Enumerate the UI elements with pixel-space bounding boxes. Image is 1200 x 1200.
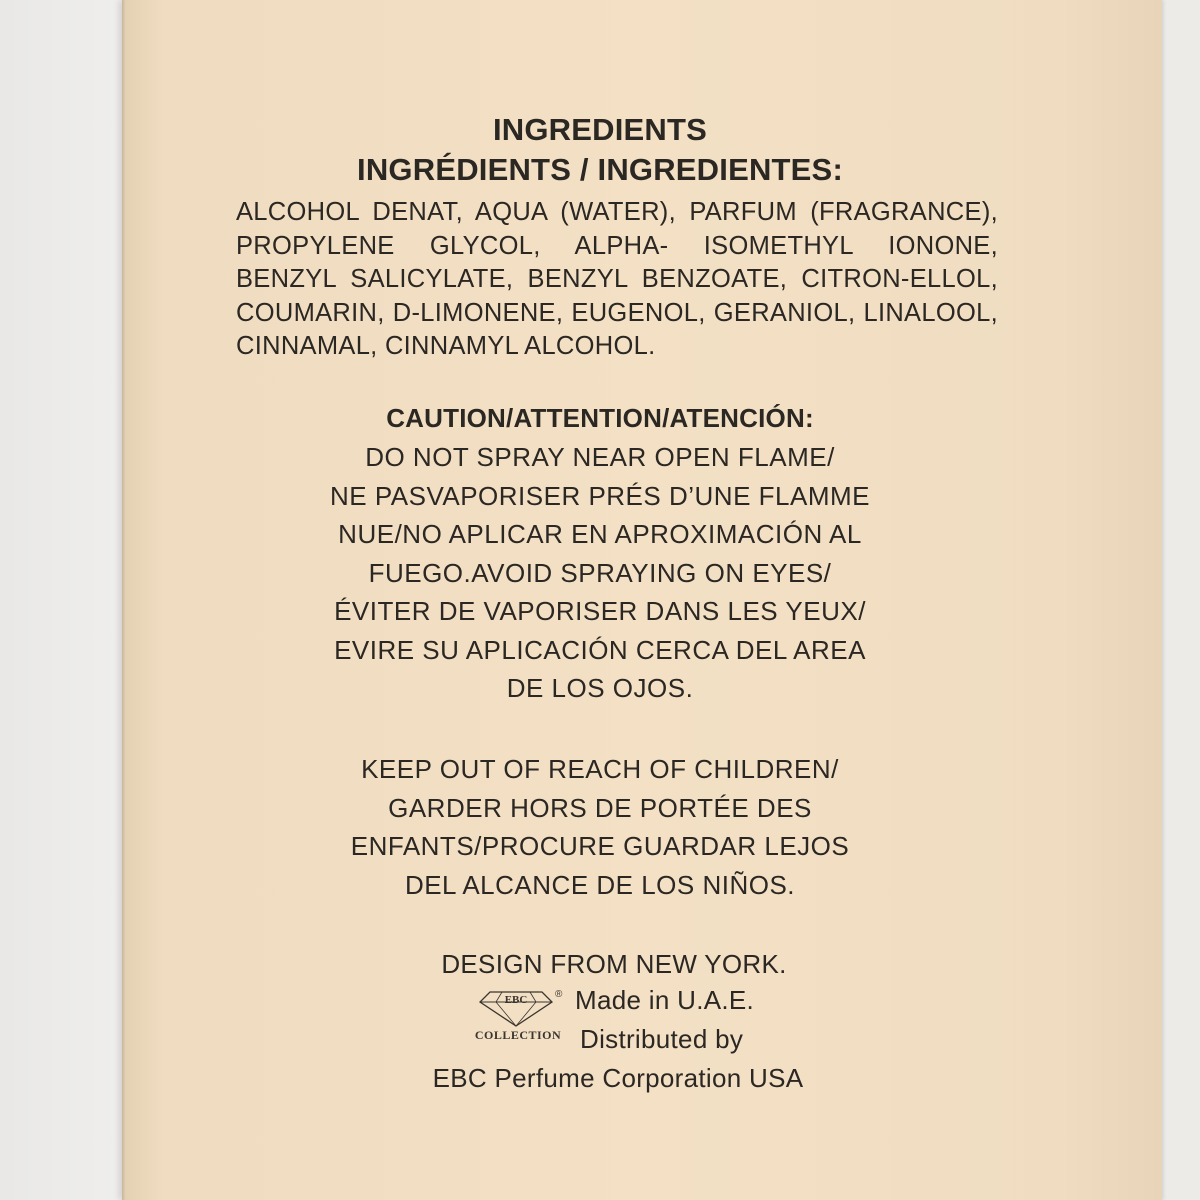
caution-text: [0, 438, 1200, 708]
children-line: DEL ALCANCE DE LOS NIÑOS.: [404, 869, 796, 900]
ingredients-heading-multilingual: INGRÉDIENTS / INGREDIENTES:: [357, 152, 843, 187]
diamond-logo-icon: [468, 988, 568, 1028]
design-origin: DESIGN FROM NEW YORK.: [441, 949, 787, 979]
caution-line: DE LOS OJOS.: [506, 673, 694, 703]
distributed-by-text: Distributed by: [580, 1024, 744, 1054]
ingredients-heading: INGREDIENTS: [492, 112, 708, 147]
caution-heading: CAUTION/ATTENTION/ATENCIÓN:: [386, 403, 814, 433]
brand-logo: [468, 988, 568, 1054]
ingredients-list: [236, 196, 998, 364]
logo-subtitle: COLLECTION: [474, 1028, 562, 1042]
ingredient-line: CINNAMAL, CINNAMYL ALCOHOL.: [236, 332, 656, 360]
ingredient-line: PROPYLENE GLYCOL, ALPHA- ISOMETHYL IONONE,: [236, 231, 998, 260]
ingredient-line: BENZYL SALICYLATE, BENZYL BENZOATE, CITRON-ELLOL,: [236, 265, 998, 293]
caution-line: NUE/NO APLICAR EN APROXIMACIÓN AL: [338, 519, 862, 549]
registered-mark: ®: [555, 989, 563, 1000]
caution-line: EVIRE SU APLICACIÓN CERCA DEL AREA: [334, 634, 866, 665]
ingredient-line: COUMARIN, D-LIMONENE, EUGENOL, GERANIOL, LINALOOL,: [236, 298, 998, 327]
corporation-text: EBC Perfume Corporation USA: [432, 1063, 804, 1093]
caution-line: DO NOT SPRAY NEAR OPEN FLAME/: [365, 442, 835, 472]
children-line: KEEP OUT OF REACH OF CHILDREN/: [361, 754, 839, 784]
children-warning: [0, 750, 1200, 904]
ingredient-line: ALCOHOL DENAT, AQUA (WATER), PARFUM (FRAGRANCE),: [236, 198, 998, 226]
caution-line: FUEGO.AVOID SPRAYING ON EYES/: [368, 557, 832, 588]
children-line: ENFANTS/PROCURE GUARDAR LEJOS: [350, 831, 850, 861]
logo-brand-text: EBC: [504, 994, 528, 1006]
caution-line: ÉVITER DE VAPORISER DANS LES YEUX/: [334, 596, 866, 626]
caution-line: NE PASVAPORISER PRÉS D’UNE FLAMME: [330, 480, 870, 511]
made-in-text: Made in U.A.E.: [575, 985, 755, 1015]
children-line: GARDER HORS DE PORTÉE DES: [388, 792, 812, 823]
